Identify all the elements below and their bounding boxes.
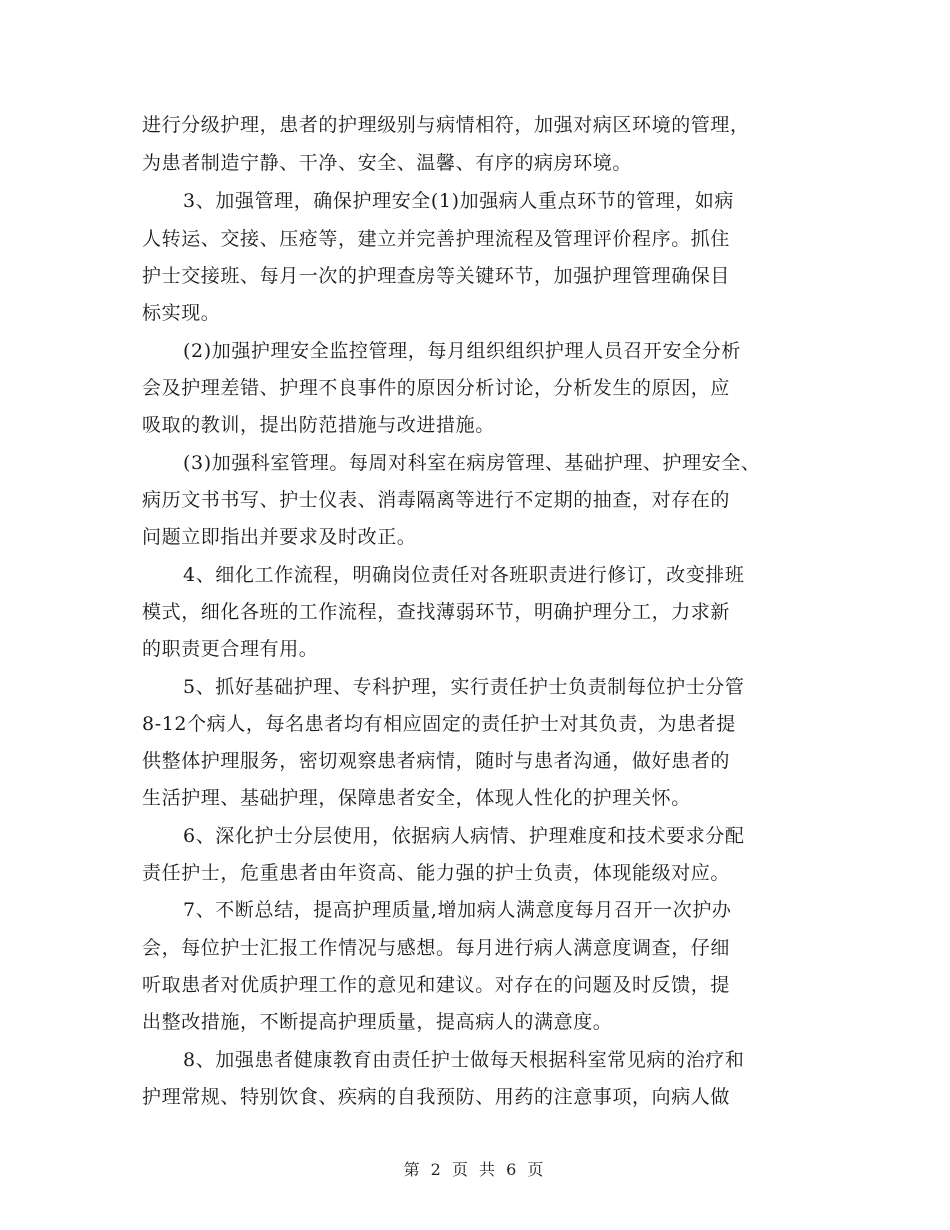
text-line: 听取患者对优质护理工作的意见和建议。对存在的问题及时反馈，提: [142, 974, 731, 996]
text-line: 4、细化工作流程，明确岗位责任对各班职责进行修订，改变排班: [183, 564, 745, 586]
text-line: 责任护士，危重患者由年资高、能力强的护士负责，体现能级对应。: [142, 862, 731, 884]
text-line: 标实现。: [142, 302, 221, 324]
text-line: 护理常规、特别饮食、疾病的自我预防、用药的注意事项，向病人做: [142, 1086, 731, 1108]
text-line: 会及护理差错、护理不良事件的原因分析讨论，分析发生的原因，应: [142, 377, 731, 399]
text-line: 模式，细化各班的工作流程，查找薄弱环节，明确护理分工，力求新: [142, 601, 731, 623]
text-line: 人转运、交接、压疮等，建立并完善护理流程及管理评价程序。抓住: [142, 228, 731, 250]
text-line: 供整体护理服务，密切观察患者病情，随时与患者沟通，做好患者的: [142, 750, 731, 772]
page-number-footer: 第 2 页 共 6 页: [403, 1160, 547, 1179]
text-line: 护士交接班、每月一次的护理查房等关键环节，加强护理管理确保目: [142, 265, 731, 287]
text-line: 6、深化护士分层使用，依据病人病情、护理难度和技术要求分配: [183, 825, 745, 847]
text-line: 8-12个病人，每名患者均有相应固定的责任护士对其负责，为患者提: [142, 713, 736, 735]
text-line: 生活护理、基础护理，保障患者安全，体现人性化的护理关怀。: [142, 787, 691, 809]
text-line: 的职责更合理有用。: [142, 638, 319, 660]
text-line: 5、抓好基础护理、专科护理，实行责任护士负责制每位护士分管: [183, 676, 745, 698]
text-line: 会，每位护士汇报工作情况与感想。每月进行病人满意度调查，仔细: [142, 937, 731, 959]
text-line: 7、不断总结，提高护理质量,增加病人满意度每月召开一次护办: [183, 899, 732, 921]
text-line: (3)加强科室管理。每周对科室在病房管理、基础护理、护理安全、: [183, 452, 761, 474]
text-line: 8、加强患者健康教育由责任护士做每天根据科室常见病的治疗和: [183, 1049, 745, 1071]
text-line: 吸取的教训，提出防范措施与改进措施。: [142, 414, 495, 436]
text-line: 病历文书书写、护士仪表、消毒隔离等进行不定期的抽查，对存在的: [142, 489, 731, 511]
text-line: 3、加强管理，确保护理安全(1)加强病人重点环节的管理，如病: [183, 190, 735, 212]
text-line: 为患者制造宁静、干净、安全、温馨、有序的病房环境。: [142, 152, 633, 174]
text-line: 进行分级护理，患者的护理级别与病情相符，加强对病区环境的管理，: [142, 114, 750, 136]
text-line: 问题立即指出并要求及时改正。: [142, 526, 417, 548]
text-line: 出整改措施，不断提高护理质量，提高病人的满意度。: [142, 1011, 613, 1033]
text-line: (2)加强护理安全监控管理，每月组织组织护理人员召开安全分析: [183, 340, 741, 362]
